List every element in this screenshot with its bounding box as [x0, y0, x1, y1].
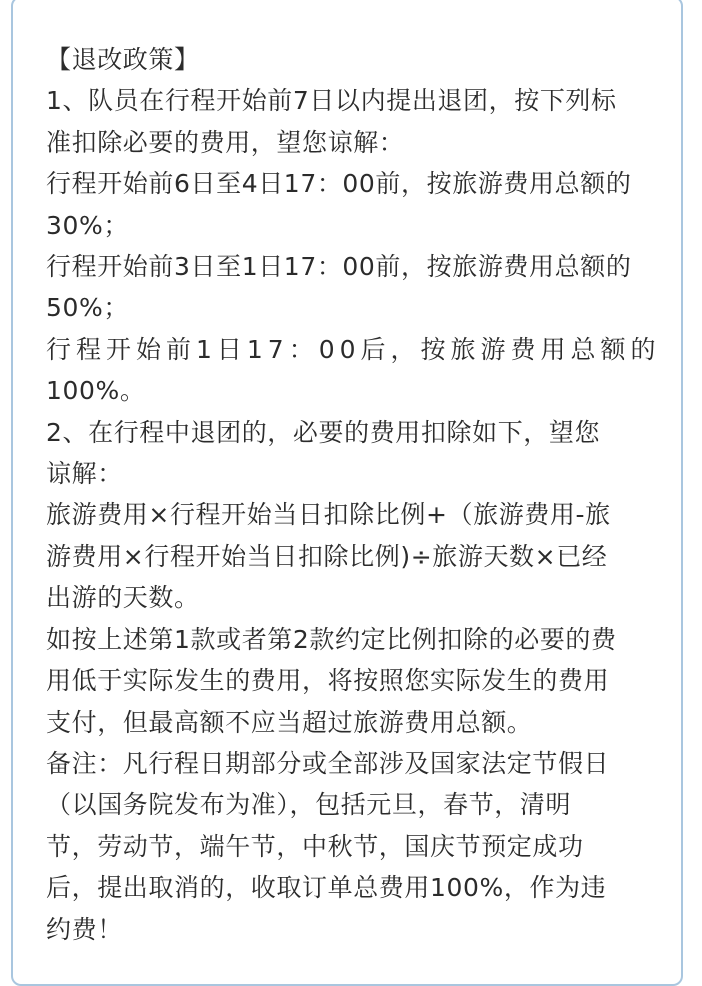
clause-2-line-2: 谅解：	[46, 459, 123, 489]
formula-line-2: 游费用×行程开始当日扣除比例)÷旅游天数×已经	[46, 541, 608, 571]
tier-1-line-2: 30%；	[46, 210, 129, 240]
clause-1-line-2: 准扣除必要的费用，望您谅解：	[46, 127, 405, 157]
tier-3-line-2: 100%。	[46, 376, 146, 406]
tier-2-line-1: 行程开始前3日至1日17：00前，按旅游费用总额的	[46, 252, 632, 282]
tier-3-line-1: 行程开始前1日17：00后，按旅游费用总额的	[46, 334, 661, 364]
tier-2-line-2: 50%；	[46, 293, 129, 323]
formula-line-1: 旅游费用×行程开始当日扣除比例+（旅游费用-旅	[46, 500, 611, 530]
remark-line-2: （以国务院发布为准），包括元旦，春节，清明	[46, 790, 572, 820]
cost-note-line-1: 如按上述第1款或者第2款约定比例扣除的必要的费	[46, 624, 617, 654]
refund-policy-text	[46, 39, 668, 950]
remark-line-3: 节，劳动节，端午节，中秋节，国庆节预定成功	[46, 831, 584, 861]
cost-note-line-3: 支付，但最高额不应当超过旅游费用总额。	[46, 707, 533, 737]
tier-1-line-1: 行程开始前6日至4日17：00前，按旅游费用总额的	[46, 169, 632, 199]
formula-line-3: 出游的天数。	[46, 583, 200, 613]
remark-line-4: 后，提出取消的，收取订单总费用100%，作为违	[46, 873, 607, 903]
remark-line-5: 约费！	[46, 914, 123, 944]
clause-1-line-1: 1、队员在行程开始前7日以内提出退团，按下列标	[46, 86, 617, 116]
cost-note-line-2: 用低于实际发生的费用，将按照您实际发生的费用	[46, 666, 610, 696]
clause-2-line-1: 2、在行程中退团的，必要的费用扣除如下，望您	[46, 417, 601, 447]
policy-heading: 【退改政策】	[46, 45, 200, 74]
remark-line-1: 备注：凡行程日期部分或全部涉及国家法定节假日	[46, 748, 610, 778]
